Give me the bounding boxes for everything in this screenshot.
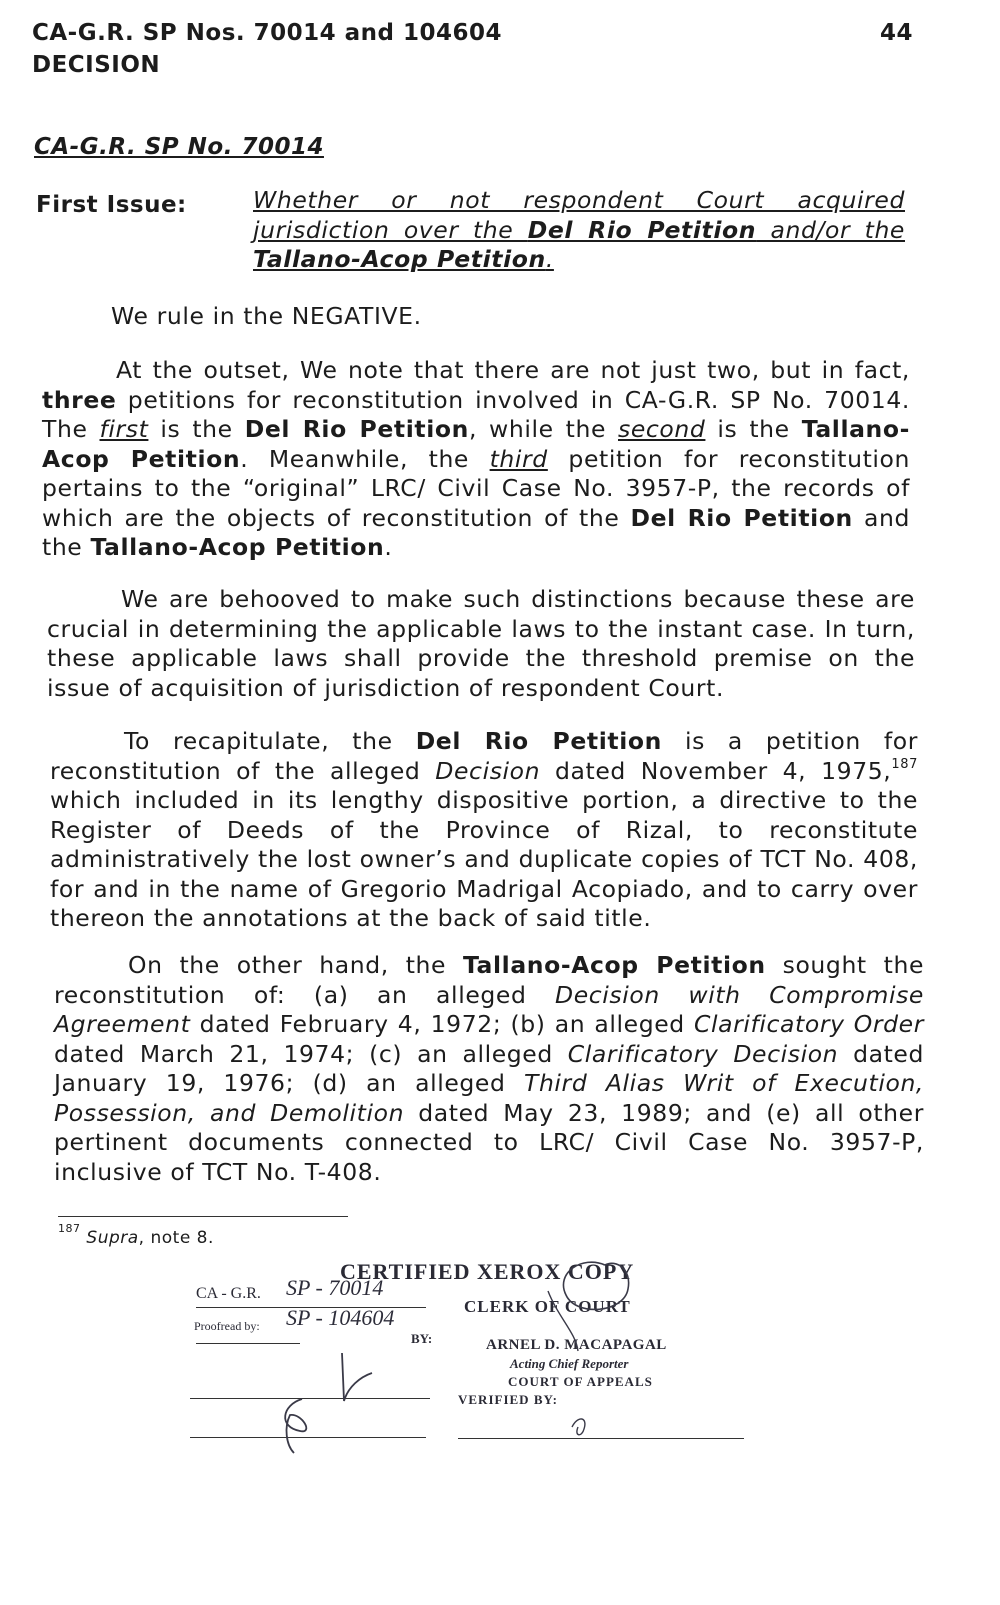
stamp-verified-label: VERIFIED BY:	[458, 1392, 559, 1407]
paragraph-del-rio: To recapitulate, the Del Rio Petition is a petition for reconstitution of the alleged Decision dated November 4, 1975,$^{187}$ which included in its lengthy dispositive portion, a directive to the Register of Deeds of the Province of Rizal, to reconstitute administratively the lost owner’s and duplicate copies of TCT No. 408, for and in the name of Gregorio Madrigal Acopiado, and to carry over thereon the annotations at the back of said title.	[50, 727, 918, 932]
footnote-reference: 187	[891, 756, 918, 772]
stamp-title: CERTIFIED XEROX COPY	[340, 1259, 635, 1284]
stamp-office: COURT OF APPEALS	[508, 1374, 653, 1389]
handwritten-case-number: SP - 70014	[286, 1275, 384, 1300]
footnote-187: $^{187}$ Supra, note 8.	[58, 1222, 214, 1248]
stamp-by-label: BY:	[411, 1331, 433, 1346]
stamp-proofread-label: Proofread by:	[194, 1319, 260, 1333]
stamp-name: ARNEL D. MACAPAGAL	[486, 1337, 667, 1353]
page-number: 44	[880, 20, 914, 46]
paragraph-outset: At the outset, We note that there are not just two, but in fact, three petitions for reconstitution involved in CA-G.R. SP No. 70014. The first is the Del Rio Petition, while the second is the Tallano-Acop Petition. Meanwhile, the third petition for reconstitution pertains to the “original” LRC/ Civil Case No. 3957-P, the records of which are the objects of reconstitution of the Del Rio Petition and the Tallano-Acop Petition.	[42, 356, 910, 561]
stamp-clerk: CLERK OF COURT	[464, 1297, 631, 1316]
handwritten-case-number-2: SP - 104604	[286, 1305, 395, 1330]
paragraph-tallano-acop: On the other hand, the Tallano-Acop Petition sought the reconstitution of: (a) an alleged Decision with Compromise Agreement dated February 4, 1972; (b) an alleged Clarificatory Order dated March 21, 1974; (c) an alleged Clarificatory Decision dated January 19, 1976; (d) an alleged Third Alias Writ of Execution, Possession, and Demolition dated May 23, 1989; and (e) all other pertinent documents connected to LRC/ Civil Case No. 3957-P, inclusive of TCT No. T-408.	[54, 951, 925, 1186]
case-number-header: CA-G.R. SP Nos. 70014 and 104604	[32, 20, 503, 46]
issue-label: First Issue:	[36, 192, 187, 218]
issue-text: Whether or not respondent Court acquired jurisdiction over the Del Rio Petition and/or the Tallano-Acop Petition.	[253, 186, 905, 273]
section-heading: CA-G.R. SP No. 70014	[34, 134, 324, 160]
ruling-statement: We rule in the NEGATIVE.	[111, 302, 422, 330]
paragraph-distinctions: We are behooved to make such distinctions because these are crucial in determining the applicable laws to the instant case. In turn, these applicable laws shall provide the threshold premise on the issue of acquisition of jurisdiction of respondent Court.	[47, 585, 915, 702]
stamp-ca-label: CA - G.R.	[196, 1285, 261, 1302]
handwritten-signatures	[190, 1255, 750, 1475]
footnote-separator	[58, 1216, 348, 1217]
stamp-role: Acting Chief Reporter	[510, 1356, 629, 1371]
certified-copy-stamp	[190, 1255, 750, 1475]
document-type-header: DECISION	[32, 52, 161, 78]
